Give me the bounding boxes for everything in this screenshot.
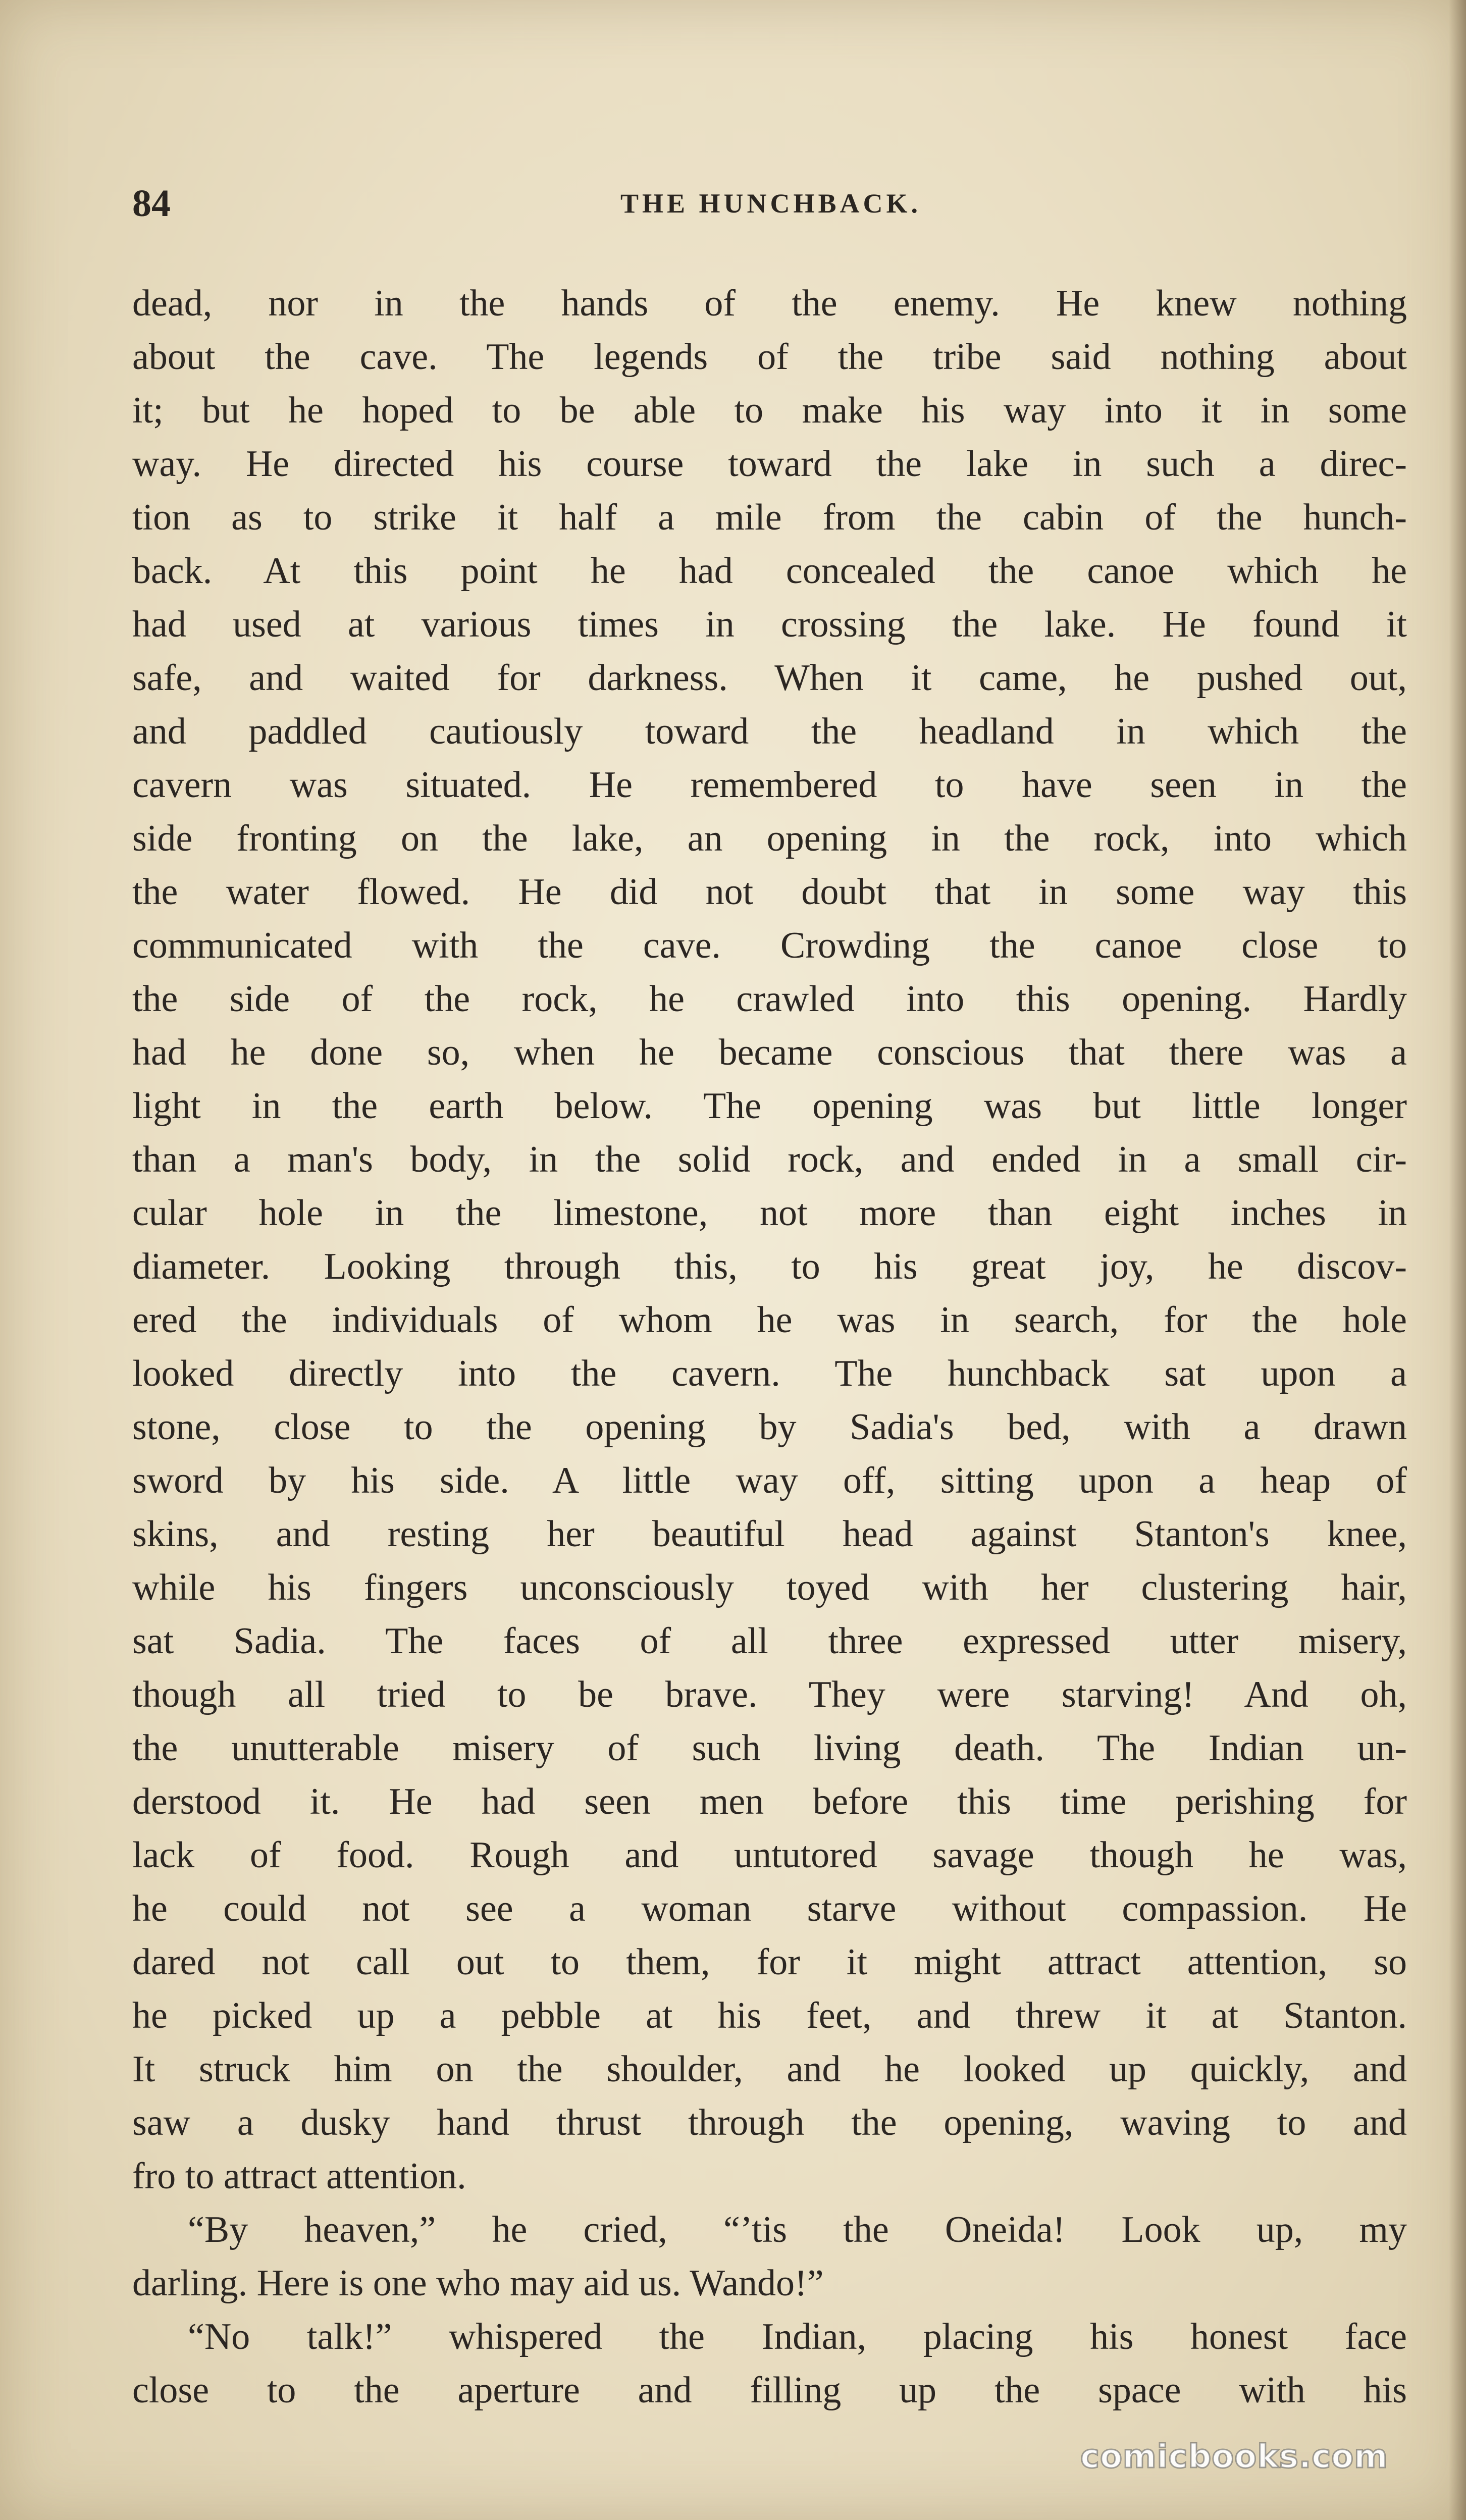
text-line: ered the individuals of whom he was in search, for the hole: [132, 1299, 1407, 1341]
text-line: lack of food. Rough and untutored savage though he was,: [132, 1834, 1407, 1876]
text-line: had he done so, when he became conscious that there was a: [132, 1032, 1407, 1073]
text-line: while his fingers unconsciously toyed with her clustering hair,: [132, 1567, 1407, 1608]
text-line: tion as to strike it half a mile from the cabin of the hunch-: [132, 497, 1407, 538]
text-line: he could not see a woman starve without compassion. He: [132, 1888, 1407, 1929]
text-line: than a man's body, in the solid rock, and ended in a small cir-: [132, 1139, 1407, 1180]
text-line: the water flowed. He did not doubt that in some way this: [132, 871, 1407, 913]
text-line: It struck him on the shoulder, and he looked up quickly, and: [132, 2049, 1407, 2090]
text-line: diameter. Looking through this, to his great joy, he discov-: [132, 1246, 1407, 1287]
text-line: “No talk!” whispered the Indian, placing his honest face: [188, 2316, 1407, 2357]
text-line: skins, and resting her beautiful head against Stanton's knee,: [132, 1513, 1407, 1555]
text-line: he picked up a pebble at his feet, and threw it at Stanton.: [132, 1995, 1407, 2036]
text-line: side fronting on the lake, an opening in the rock, into which: [132, 818, 1407, 859]
text-line: stone, close to the opening by Sadia's bed, with a drawn: [132, 1406, 1407, 1448]
text-line: saw a dusky hand thrust through the opening, waving to and: [132, 2102, 1407, 2143]
text-line: cular hole in the limestone, not more than eight inches in: [132, 1192, 1407, 1234]
page-edge-shadow: [1449, 0, 1466, 2520]
text-line: dared not call out to them, for it might attract attention, so: [132, 1941, 1407, 1983]
text-line: communicated with the cave. Crowding the canoe close to: [132, 925, 1407, 966]
text-line: and paddled cautiously toward the headland in which the: [132, 711, 1407, 752]
text-line: had used at various times in crossing the lake. He found it: [132, 604, 1407, 645]
text-line: back. At this point he had concealed the canoe which he: [132, 550, 1407, 592]
text-line: the unutterable misery of such living death. The Indian un-: [132, 1727, 1407, 1769]
text-line: the side of the rock, he crawled into this opening. Hardly: [132, 978, 1407, 1020]
text-line: way. He directed his course toward the lake in such a direc-: [132, 443, 1407, 485]
text-line: dead, nor in the hands of the enemy. He knew nothing: [132, 283, 1407, 324]
text-line: it; but he hoped to be able to make his way into it in some: [132, 390, 1407, 431]
page-header: [132, 182, 1409, 237]
running-head: THE HUNCHBACK.: [620, 188, 922, 219]
watermark: comicbooks.com: [1080, 2438, 1388, 2476]
text-line: fro to attract attention.: [132, 2156, 466, 2197]
text-line: safe, and waited for darkness. When it came, he pushed out,: [132, 657, 1407, 699]
text-line: derstood it. He had seen men before this time perishing for: [132, 1781, 1407, 1822]
text-line: cavern was situated. He remembered to have seen in the: [132, 764, 1407, 806]
text-line: close to the aperture and filling up the space with his: [132, 2370, 1407, 2411]
text-line: sat Sadia. The faces of all three expressed utter misery,: [132, 1620, 1407, 1662]
text-line: darling. Here is one who may aid us. Wando!”: [132, 2263, 824, 2304]
text-line: light in the earth below. The opening was but little longer: [132, 1085, 1407, 1127]
page-number: 84: [132, 182, 171, 225]
text-line: “By heaven,” he cried, “’tis the Oneida! Look up, my: [188, 2209, 1407, 2250]
text-line: though all tried to be brave. They were starving! And oh,: [132, 1674, 1407, 1715]
body-text: [132, 277, 1407, 2417]
text-line: about the cave. The legends of the tribe said nothing about: [132, 336, 1407, 378]
text-line: sword by his side. A little way off, sitting upon a heap of: [132, 1460, 1407, 1501]
text-line: looked directly into the cavern. The hunchback sat upon a: [132, 1353, 1407, 1394]
